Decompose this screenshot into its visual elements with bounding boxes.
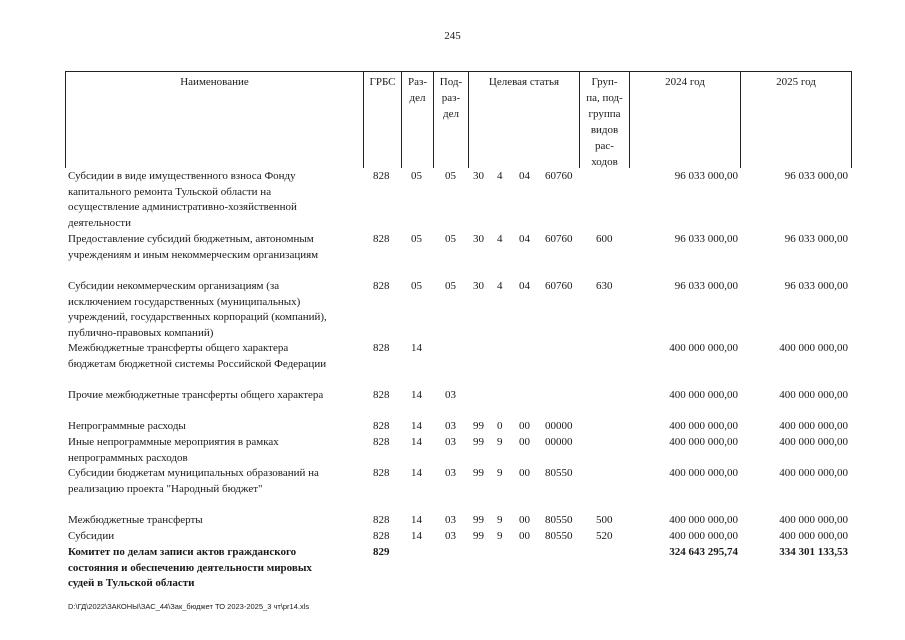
row-grbs: 828 [373, 530, 390, 542]
row-y24: 400 000 000,00 [669, 514, 738, 526]
row-y24: 400 000 000,00 [669, 420, 738, 432]
header-2025: 2025 год [740, 72, 851, 168]
row-grbs: 828 [373, 342, 390, 354]
row-y24: 96 033 000,00 [674, 233, 738, 245]
row-cs1: 99 [473, 420, 484, 432]
row-y25: 96 033 000,00 [784, 280, 848, 292]
row-name: Субсидии некоммерческим организациям (за исключением государственных (муниципальных) учреждений, государственных корпораций (компаний), публично-правовых компаний) [68, 280, 327, 339]
file-path-footer: D:\ГД\2022\ЗАКОНЫ\ЗАС_44\Зак_бюджет ТО 2023-2025_3 чт\pr14.xls [68, 602, 310, 611]
row-name: Межбюджетные трансферты общего характера бюджетам бюджетной системы Российской Федерации [68, 342, 327, 370]
row-cs3: 00 [519, 436, 530, 448]
row-grbs: 828 [373, 514, 390, 526]
row-cs3: 04 [519, 233, 530, 245]
row-name: Субсидии бюджетам муниципальных образований на реализацию проекта "Народный бюджет" [68, 467, 319, 495]
row-podr: 03 [445, 420, 456, 432]
row-podr: 03 [445, 514, 456, 526]
row-y25: 96 033 000,00 [784, 170, 848, 182]
row-cs1: 30 [473, 170, 484, 182]
header-2024: 2024 год [629, 72, 740, 168]
row-cs2: 4 [497, 170, 503, 182]
row-razd: 14 [411, 514, 422, 526]
page-number: 245 [444, 30, 461, 42]
row-razd: 14 [411, 530, 422, 542]
row-name: Прочие межбюджетные трансферты общего характера [68, 389, 324, 401]
header-group: Груп- па, под- группа видов рас- ходов [579, 72, 629, 168]
row-razd: 14 [411, 420, 422, 432]
row-name: Субсидии [68, 530, 115, 542]
row-grbs: 828 [373, 233, 390, 245]
row-y25: 334 301 133,53 [779, 546, 848, 558]
row-cs3: 00 [519, 514, 530, 526]
row-grbs: 828 [373, 170, 390, 182]
row-cs1: 30 [473, 280, 484, 292]
row-razd: 14 [411, 389, 422, 401]
row-name: Непрограммные расходы [68, 420, 186, 432]
row-cs4: 60760 [545, 280, 573, 292]
row-grp: 520 [596, 530, 613, 542]
row-grbs: 828 [373, 389, 390, 401]
row-razd: 05 [411, 233, 422, 245]
row-podr: 05 [445, 170, 456, 182]
header-grbs: ГРБС [363, 72, 401, 168]
header-podrazdel: Под- раз- дел [433, 72, 468, 168]
header-target: Целевая статья [468, 72, 579, 168]
row-cs4: 60760 [545, 233, 573, 245]
row-y25: 400 000 000,00 [779, 342, 848, 354]
row-podr: 03 [445, 389, 456, 401]
row-podr: 03 [445, 530, 456, 542]
row-cs1: 99 [473, 530, 484, 542]
row-y24: 324 643 295,74 [669, 546, 738, 558]
row-y24: 96 033 000,00 [674, 170, 738, 182]
row-podr: 05 [445, 280, 456, 292]
row-name: Предоставление субсидий бюджетным, автономным учреждениям и иным некоммерческим организациям [68, 233, 319, 261]
row-y24: 400 000 000,00 [669, 436, 738, 448]
row-cs1: 99 [473, 514, 484, 526]
row-y25: 400 000 000,00 [779, 514, 848, 526]
row-cs2: 9 [497, 467, 503, 479]
row-name: Иные непрограммные мероприятия в рамках непрограммных расходов [68, 436, 279, 464]
row-y24: 400 000 000,00 [669, 530, 738, 542]
row-cs3: 00 [519, 530, 530, 542]
row-cs2: 9 [497, 530, 503, 542]
row-cs1: 99 [473, 436, 484, 448]
row-y25: 400 000 000,00 [779, 467, 848, 479]
row-y24: 400 000 000,00 [669, 389, 738, 401]
row-cs3: 04 [519, 170, 530, 182]
row-y25: 400 000 000,00 [779, 420, 848, 432]
row-cs3: 00 [519, 467, 530, 479]
row-cs4: 00000 [545, 436, 573, 448]
row-y25: 400 000 000,00 [779, 389, 848, 401]
row-grp: 600 [596, 233, 613, 245]
row-cs3: 00 [519, 420, 530, 432]
row-cs2: 0 [497, 420, 503, 432]
row-y25: 400 000 000,00 [779, 530, 848, 542]
row-y24: 400 000 000,00 [669, 342, 738, 354]
row-cs4: 00000 [545, 420, 573, 432]
row-y24: 96 033 000,00 [674, 280, 738, 292]
row-cs4: 60760 [545, 170, 573, 182]
row-grbs: 829 [373, 546, 390, 558]
row-razd: 14 [411, 436, 422, 448]
row-grbs: 828 [373, 436, 390, 448]
header-name: Наименование [180, 76, 249, 88]
row-name: Межбюджетные трансферты [68, 514, 203, 526]
header-razdel: Раз- дел [401, 72, 433, 168]
row-cs1: 30 [473, 233, 484, 245]
row-cs3: 04 [519, 280, 530, 292]
row-grbs: 828 [373, 280, 390, 292]
row-cs2: 4 [497, 280, 503, 292]
row-grp: 500 [596, 514, 613, 526]
row-cs2: 4 [497, 233, 503, 245]
row-razd: 14 [411, 342, 422, 354]
table-header [65, 71, 852, 168]
row-y24: 400 000 000,00 [669, 467, 738, 479]
row-podr: 05 [445, 233, 456, 245]
row-podr: 03 [445, 467, 456, 479]
row-y25: 400 000 000,00 [779, 436, 848, 448]
row-y25: 96 033 000,00 [784, 233, 848, 245]
row-grbs: 828 [373, 420, 390, 432]
row-name: Комитет по делам записи актов гражданского состояния и обеспечению деятельности мировых судей в Тульской области [68, 546, 312, 589]
row-grp: 630 [596, 280, 613, 292]
row-cs4: 80550 [545, 514, 573, 526]
row-cs2: 9 [497, 436, 503, 448]
row-cs1: 99 [473, 467, 484, 479]
row-cs4: 80550 [545, 530, 573, 542]
row-grbs: 828 [373, 467, 390, 479]
row-razd: 05 [411, 170, 422, 182]
row-cs4: 80550 [545, 467, 573, 479]
row-razd: 05 [411, 280, 422, 292]
row-razd: 14 [411, 467, 422, 479]
row-cs2: 9 [497, 514, 503, 526]
row-name: Субсидии в виде имущественного взноса Фонду капитального ремонта Тульской области на осуществление административно-хозяйственной деятельности [68, 170, 297, 229]
row-podr: 03 [445, 436, 456, 448]
